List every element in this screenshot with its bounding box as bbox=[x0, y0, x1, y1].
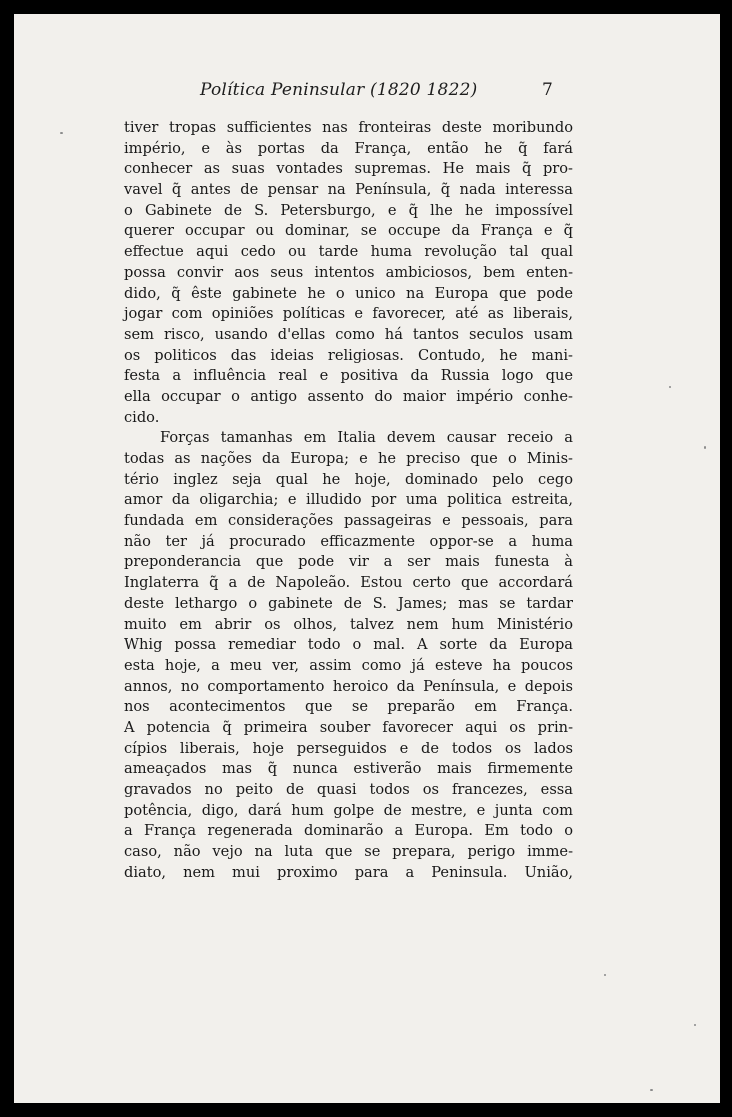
text-line: deste lethargo o gabinete de S. James; mas se tardar bbox=[124, 594, 573, 612]
text-line: potência, digo, dará hum golpe de mestre, e junta com bbox=[124, 801, 573, 819]
text-line: effectue aqui cedo ou tarde huma revolução tal qual bbox=[124, 243, 573, 261]
scan-speck bbox=[669, 386, 671, 388]
paragraph-end-line: cido. bbox=[124, 408, 160, 426]
text-line: ameaçados mas q̃ nunca estiverão mais firmemente bbox=[124, 760, 573, 778]
text-line: império, e às portas da França, então he q̃ fará bbox=[124, 139, 573, 157]
text-line: possa convir aos seus intentos ambiciosos, bem enten- bbox=[124, 263, 573, 281]
text-line: caso, não vejo na luta que se prepara, perigo imme- bbox=[124, 843, 573, 861]
text-line: Inglaterra q̃ a de Napoleão. Estou certo que accordará bbox=[124, 574, 573, 592]
text-line: vavel q̃ antes de pensar na Península, q̃ nada interessa bbox=[124, 181, 573, 199]
scan-speck bbox=[650, 1089, 653, 1091]
text-line: tério inglez seja qual he hoje, dominado pelo cego bbox=[124, 470, 573, 488]
text-line: diato, nem mui proximo para a Peninsula. União, bbox=[124, 863, 573, 881]
running-title: Política Peninsular (1820 1822) bbox=[200, 80, 478, 100]
text-line: nos acontecimentos que se preparão em França. bbox=[124, 698, 573, 716]
scan-speck bbox=[604, 974, 606, 976]
text-line: annos, no comportamento heroico da Península, e depois bbox=[124, 677, 573, 695]
text-line: jogar com opiniões políticas e favorecer, até as liberais, bbox=[124, 305, 573, 323]
text-line: os politicos das ideias religiosas. Contudo, he mani- bbox=[124, 346, 573, 364]
scan-speck bbox=[60, 132, 63, 134]
text-line: A potencia q̃ primeira souber favorecer aqui os prin- bbox=[124, 718, 573, 736]
scan-speck bbox=[694, 1024, 696, 1026]
text-line: o Gabinete de S. Petersburgo, e q̃ lhe he impossível bbox=[124, 201, 573, 219]
book-page bbox=[14, 14, 720, 1103]
text-line: muito em abrir os olhos, talvez nem hum Ministério bbox=[124, 615, 573, 633]
text-line: fundada em considerações passageiras e pessoais, para bbox=[124, 512, 573, 530]
text-line: ella occupar o antigo assento do maior império conhe- bbox=[124, 387, 573, 405]
page-header bbox=[14, 80, 720, 104]
text-line: tiver tropas sufficientes nas fronteiras deste moribundo bbox=[124, 119, 573, 136]
text-line: a França regenerada dominarão a Europa. Em todo o bbox=[124, 822, 573, 840]
text-line: gravados no peito de quasi todos os francezes, essa bbox=[124, 781, 573, 798]
text-line: festa a influência real e positiva da Russia logo que bbox=[124, 367, 573, 385]
text-line: todas as nações da Europa; e he preciso que o Minis- bbox=[124, 450, 573, 467]
text-line: cípios liberais, hoje perseguidos e de todos os lados bbox=[124, 739, 573, 757]
text-line: preponderancia que pode vir a ser mais funesta à bbox=[124, 553, 573, 571]
text-line: Whig possa remediar todo o mal. A sorte da Europa bbox=[124, 636, 573, 654]
body-text bbox=[124, 118, 573, 883]
paragraph-start-line: Forças tamanhas em Italia devem causar receio a bbox=[160, 429, 573, 447]
text-line: esta hoje, a meu ver, assim como já esteve ha poucos bbox=[124, 656, 573, 674]
scan-speck bbox=[704, 446, 706, 449]
text-line: amor da oligarchia; e illudido por uma politica estreita, bbox=[124, 491, 573, 509]
text-line: não ter já procurado efficazmente oppor-se a huma bbox=[124, 532, 573, 550]
text-line: querer occupar ou dominar, se occupe da França e q̃ bbox=[124, 222, 573, 240]
text-line: conhecer as suas vontades supremas. He mais q̃ pro- bbox=[124, 160, 573, 178]
text-line: dido, q̃ êste gabinete he o unico na Europa que pode bbox=[124, 284, 573, 302]
page-number: 7 bbox=[542, 80, 553, 100]
text-line: sem risco, usando d'ellas como há tantos seculos usam bbox=[124, 325, 573, 343]
